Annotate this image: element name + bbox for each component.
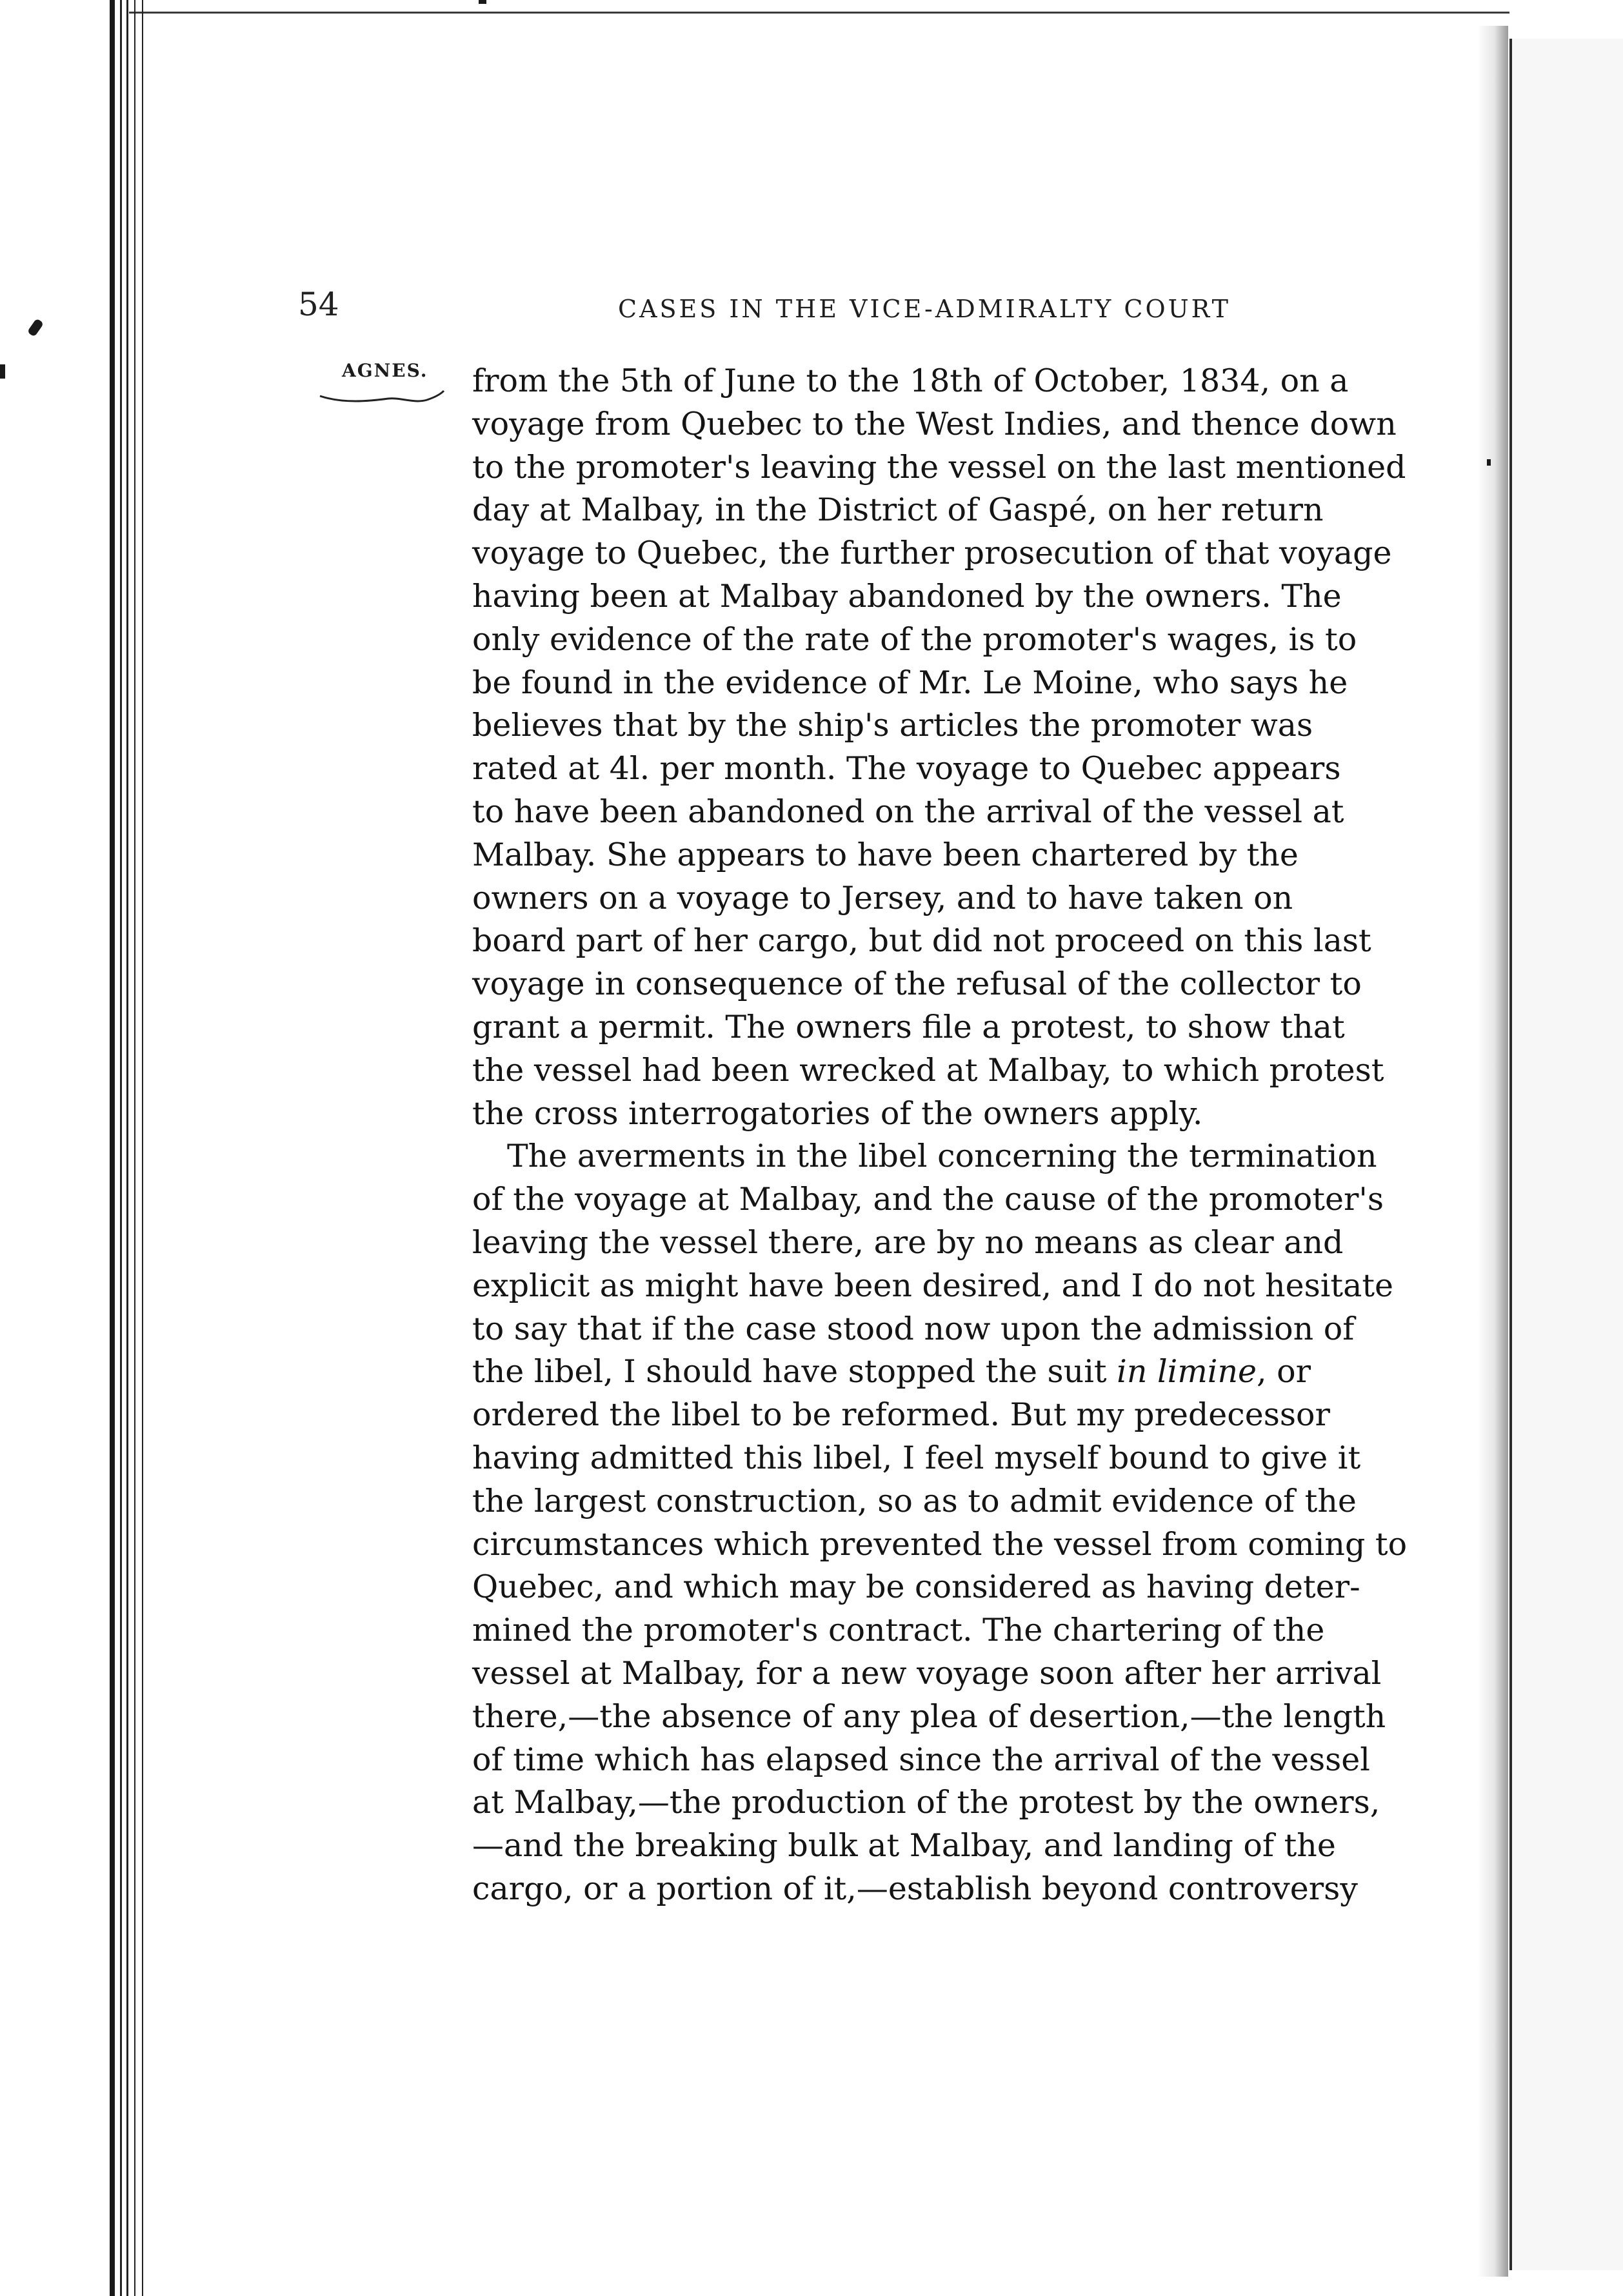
text-line: there,—the absence of any plea of desertion,—the length	[472, 1697, 1386, 1735]
text-line: day at Malbay, in the District of Gaspé, on her return	[472, 491, 1324, 529]
text-line: voyage in consequence of the refusal of the collector to	[472, 965, 1362, 1003]
text-line: cargo, or a portion of it,—establish beyond controversy	[472, 1870, 1358, 1907]
text-line	[472, 1351, 1311, 1394]
text-segment: the libel, I should have stopped the suit	[472, 1353, 1117, 1390]
text-line: from the 5th of June to the 18th of October, 1834, on a	[472, 362, 1349, 399]
body-text	[472, 360, 1408, 1911]
text-line: circumstances which prevented the vessel from coming to	[472, 1525, 1408, 1563]
top-border-line	[129, 12, 1509, 14]
margin-note-flourish	[317, 387, 446, 413]
text-line: —and the breaking bulk at Malbay, and landing of the	[472, 1827, 1336, 1865]
text-line: Quebec, and which may be considered as having deter-	[472, 1569, 1360, 1606]
text-line: leaving the vessel there, are by no means as clear and	[472, 1223, 1344, 1261]
facing-page-edge	[1509, 39, 1623, 2270]
text-line: believes that by the ship's articles the promoter was	[472, 707, 1313, 744]
page-edge-line	[134, 0, 135, 2296]
text-line: the largest construction, so as to admit evidence of the	[472, 1482, 1357, 1519]
text-line: of time which has elapsed since the arrival of the vessel	[472, 1741, 1370, 1778]
left-outer-edge	[110, 0, 115, 2296]
italic-phrase: in limine	[1117, 1353, 1257, 1390]
text-line: to have been abandoned on the arrival of the vessel at	[472, 793, 1344, 830]
ink-speck	[479, 0, 486, 4]
text-line: The averments in the libel concerning the termination	[507, 1138, 1377, 1175]
text-line: rated at 4l. per month. The voyage to Quebec appears	[472, 750, 1341, 787]
text-line: having admitted this libel, I feel myself bound to give it	[472, 1439, 1361, 1476]
text-line: ordered the libel to be reformed. But my predecessor	[472, 1396, 1330, 1434]
text-line: only evidence of the rate of the promoter's wages, is to	[472, 620, 1357, 658]
text-line: owners on a voyage to Jersey, and to have taken on	[472, 879, 1293, 916]
text-segment: , or	[1257, 1353, 1311, 1390]
page-edge-line	[120, 0, 122, 2296]
text-line: the cross interrogatories of the owners apply.	[472, 1094, 1203, 1132]
text-line: to say that if the case stood now upon the admission of	[472, 1310, 1355, 1347]
text-line: voyage from Quebec to the West Indies, and thence down	[472, 405, 1397, 442]
page-number: 54	[298, 286, 339, 323]
text-line: Malbay. She appears to have been chartered by the	[472, 836, 1299, 873]
text-line: to the promoter's leaving the vessel on the last mentioned	[472, 448, 1406, 486]
text-line: board part of her cargo, but did not proceed on this last	[472, 922, 1371, 960]
text-line: explicit as might have been desired, and I do not hesitate	[472, 1267, 1394, 1304]
page-edge-line	[126, 0, 128, 2296]
gutter-shadow	[1477, 26, 1508, 2277]
ink-blot	[27, 318, 44, 337]
text-line: having been at Malbay abandoned by the owners. The	[472, 577, 1342, 615]
text-line: vessel at Malbay, for a new voyage soon after her arrival	[472, 1654, 1382, 1692]
ink-speck	[1487, 459, 1491, 466]
text-line: the vessel had been wrecked at Malbay, to which protest	[472, 1051, 1384, 1089]
margin-note: AGNES.	[342, 360, 428, 381]
text-line: grant a permit. The owners file a protest, to show that	[472, 1008, 1345, 1045]
text-line: of the voyage at Malbay, and the cause of the promoter's	[472, 1181, 1384, 1218]
ink-blot	[0, 364, 5, 379]
page-edge-line	[142, 0, 143, 2296]
running-head: CASES IN THE VICE-ADMIRALTY COURT	[618, 295, 1231, 323]
text-line: mined the promoter's contract. The chartering of the	[472, 1612, 1325, 1649]
text-line: at Malbay,—the production of the protest by the owners,	[472, 1784, 1380, 1821]
text-line: be found in the evidence of Mr. Le Moine, who says he	[472, 664, 1348, 701]
text-line: voyage to Quebec, the further prosecution of that voyage	[472, 535, 1392, 572]
